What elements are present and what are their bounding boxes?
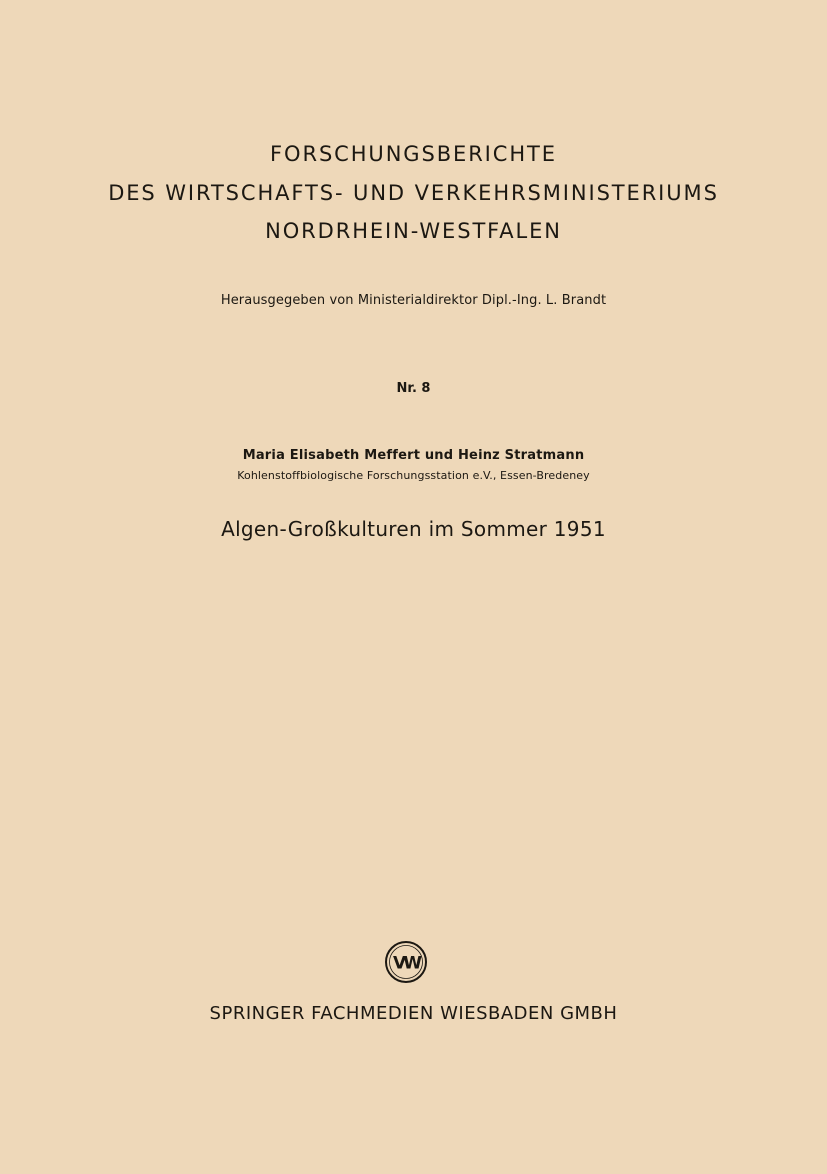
book-title: Algen-Großkulturen im Sommer 1951 [221,517,606,541]
editor-credit: Herausgegeben von Ministerialdirektor Dipl.-Ing. L. Brandt [220,293,607,308]
logo-lettering: VW [393,953,419,974]
affiliation: Kohlenstoffbiologische Forschungsstation e.V., Essen-Bredeney [237,469,590,482]
publisher-name: SPRINGER FACHMEDIEN WIESBADEN GMBH [209,1003,618,1024]
series-number: Nr. 8 [396,381,431,396]
series-title-line-2: DES WIRTSCHAFTS- UND VERKEHRSMINISTERIUMS [108,181,719,205]
series-title-line-1: FORSCHUNGSBERICHTE [270,142,557,166]
springer-vw-logo-icon [384,940,428,984]
series-title-line-3: NORDRHEIN-WESTFALEN [265,219,562,243]
authors: Maria Elisabeth Meffert und Heinz Stratmann [242,448,585,463]
